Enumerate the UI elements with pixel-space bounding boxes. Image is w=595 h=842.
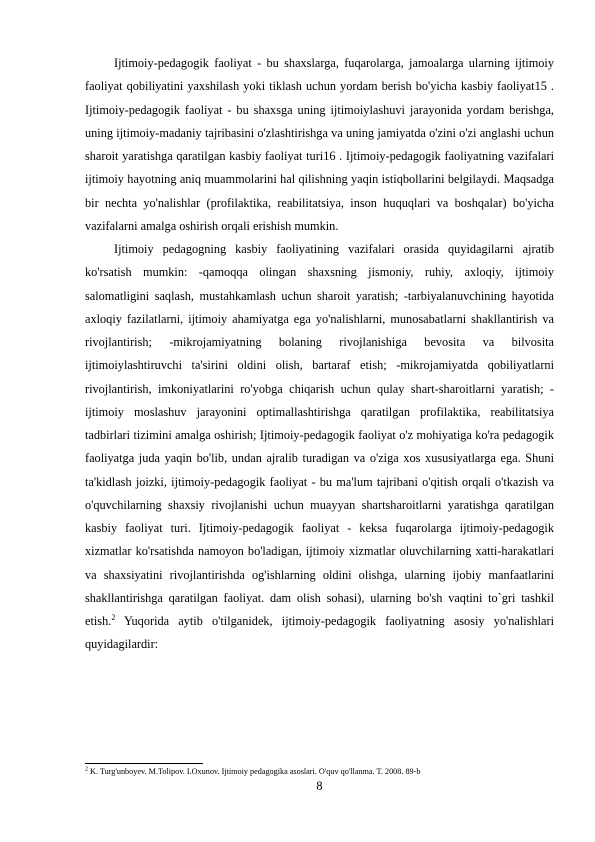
footnote	[85, 767, 554, 777]
document-body	[85, 52, 554, 657]
footnote-divider	[85, 763, 203, 764]
paragraph-2	[85, 238, 554, 657]
footnote-text: K. Turg'unboyev. M.Tolipov. I.Oxunov. Ijtimoiy pedagogika asoslari. O'quv qo'llanma. T. 2008. 89-b	[88, 767, 421, 776]
page-number: 8	[316, 779, 323, 793]
paragraph-2-tail: Yuqorida aytib o'tilganidek, ijtimoiy-pedagogik faoliyatning asosiy yo'nalishlari quyidagilardir:	[85, 614, 554, 652]
footnote-reference[interactable]: 2	[111, 612, 116, 622]
footnote-marker: 2	[85, 766, 88, 773]
paragraph-1-text: Ijtimoiy-pedagogik faoliyat - bu shaxslarga, fuqarolarga, jamoalarga ularning ijtimoiy faoliyat qobiliyatini yaxshilash yoki tiklash uchun yordam berish bo'yicha kasbiy faoliyat15 . Ijtimoiy-pedagogik faoliyat - bu shaxsga uning ijtimoiylashuvi jarayonida yordam berishga, uning ijtimoiy-madaniy tajribasini o'zlashtirishga va uning jamiyatda o'zini o'zi anglashi uchun sharoit yaratishga qaratilgan kasbiy faoliyat turi16 . Ijtimoiy-pedagogik faoliyatning vazifalari ijtimoiy hayotning aniq muammolarini hal qilishning yaqin istiqbollarini belgilaydi. Maqsadga bir nechta yo'nalishlar (profilaktika, reabilitatsiya, inson huquqlari va boshqalar) bo'yicha vazifalarni amalga oshirish orqali erishish mumkin.	[85, 56, 554, 233]
paragraph-1	[85, 52, 554, 238]
paragraph-2-text: Ijtimoiy pedagogning kasbiy faoliyatining vazifalari orasida quyidagilarni ajratib ko'rsatish mumkin: -qamoqqa olingan shaxsning jismoniy, ruhiy, axloqiy, ijtimoiy salomatligini saqlash, mustahkamlash uchun sharoit yaratish; -tarbiyalanuvchining hayotida axloqiy fazilatlarni, ijtimoiy ahamiyatga ega yo'nalishlarni, munosabatlarni shakllantirish va rivojlantirish; -mikrojamiyatning bolaning rivojlanishiga bevosita va bilvosita ijtimoiylashtiruvchi ta'sirini oldini olish, bartaraf etish; -mikrojamiyatda qobiliyatlarni rivojlantirish, imkoniyatlarini ro'yobga chiqarish uchun qulay shart-sharoitlarni yaratish; - ijtimoiy moslashuv jarayonini optimallashtirishga qaratilgan profilaktika, reabilitatsiya tadbirlari tizimini amalga oshirish; Ijtimoiy-pedagogik faoliyat o'z mohiyatiga ko'ra pedagogik faoliyatga juda yaqin bo'lib, undan ajralib turadigan va o'ziga xos xususiyatlarga ega. Shuni ta'kidlash joizki, ijtimoiy-pedagogik faoliyat - bu ma'lum tajribani o'qitish orqali o'tkazish va o'quvchilarning shaxsiy rivojlanishi uchun muayyan shartsharoitlarni yaratishga qaratilgan kasbiy faoliyat turi. Ijtimoiy-pedagogik faoliyat - keksa fuqarolarga ijtimoiy-pedagogik xizmatlar ko'rsatishda namoyon bo'ladigan, ijtimoiy xizmatlar oluvchilarning xatti-harakatlari va shaxsiyatini rivojlantirishda og'ishlarning oldini olishga, ularning ijobiy manfaatlarini shakllantirishga qaratilgan faoliyat. dam olish sohasi), ularning bo'sh vaqtini to`gri tashkil etish.	[85, 242, 554, 628]
